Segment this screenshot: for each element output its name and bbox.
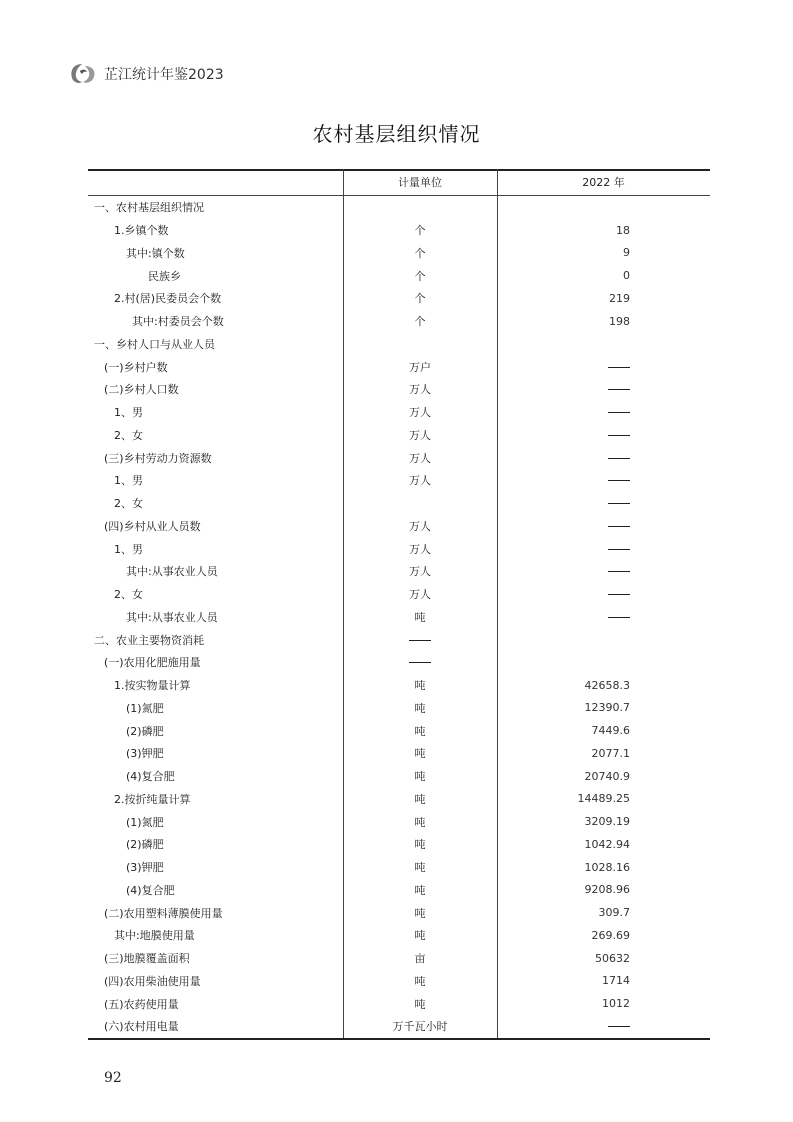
dash-placeholder	[608, 526, 630, 527]
row-label: 其中:从事农业人员	[126, 565, 218, 579]
dash-placeholder	[608, 617, 630, 618]
row-value	[497, 565, 710, 578]
page-number: 92	[104, 1070, 122, 1086]
row-value: 9208.96	[584, 883, 630, 897]
row-label: (三)地膜覆盖面积	[104, 952, 190, 966]
row-label: (一)农用化肥施用量	[104, 656, 201, 670]
row-unit: 万人	[409, 451, 431, 465]
dash-placeholder	[608, 549, 630, 550]
table-row	[88, 810, 710, 833]
table-row	[88, 788, 710, 811]
row-unit: 吨	[414, 610, 426, 624]
row-value: 2077.1	[591, 746, 630, 760]
row-label: 其中:从事农业人员	[126, 610, 218, 624]
table-row	[88, 310, 710, 333]
row-value: 269.69	[591, 928, 630, 942]
table-row	[88, 264, 710, 287]
row-value: 42658.3	[584, 678, 630, 692]
row-value	[497, 1020, 710, 1033]
row-unit: 个	[414, 224, 426, 238]
row-unit: 吨	[414, 883, 426, 897]
row-unit: 吨	[414, 815, 426, 829]
row-unit: 个	[414, 292, 426, 306]
table-row	[88, 879, 710, 902]
table-row	[88, 947, 710, 970]
row-unit: 万千瓦小时	[392, 1020, 448, 1034]
column-header-year: 2022 年	[582, 176, 625, 189]
row-label: 1.乡镇个数	[114, 224, 169, 238]
table-row	[88, 856, 710, 879]
row-unit: 吨	[414, 838, 426, 852]
table-row	[88, 242, 710, 265]
table-row	[88, 401, 710, 424]
row-value: 1042.94	[584, 837, 630, 851]
row-unit: 万人	[409, 474, 431, 488]
row-label: (3)钾肥	[126, 747, 164, 761]
row-label: (4)复合肥	[126, 883, 175, 897]
row-value: 198	[609, 314, 630, 328]
dash-placeholder	[608, 503, 630, 504]
dash-placeholder	[608, 367, 630, 368]
table-row	[88, 560, 710, 583]
table-row	[88, 970, 710, 993]
row-unit: 万人	[409, 565, 431, 579]
table-row	[88, 742, 710, 765]
row-label: 一、农村基层组织情况	[94, 201, 204, 215]
row-unit: 万人	[409, 542, 431, 556]
row-label: 2、女	[114, 588, 143, 602]
row-unit: 亩	[414, 952, 426, 966]
table-row	[88, 833, 710, 856]
row-label: 1、男	[114, 474, 143, 488]
page-header	[68, 62, 224, 86]
row-label: 其中:镇个数	[126, 246, 185, 260]
row-label: 其中:村委员会个数	[132, 315, 224, 329]
row-unit	[343, 633, 497, 646]
table-row	[88, 333, 710, 356]
row-value: 219	[609, 291, 630, 305]
dash-placeholder	[409, 662, 431, 663]
row-label: 民族乡	[148, 269, 181, 283]
row-label: (四)乡村从业人员数	[104, 519, 201, 533]
row-unit: 万户	[409, 360, 431, 374]
row-value: 3209.19	[584, 815, 630, 829]
row-unit: 吨	[414, 792, 426, 806]
table-row	[88, 492, 710, 515]
row-value: 9	[623, 246, 630, 260]
row-unit: 吨	[414, 929, 426, 943]
table-row	[88, 674, 710, 697]
dash-placeholder	[608, 412, 630, 413]
table-row	[88, 378, 710, 401]
row-unit: 吨	[414, 724, 426, 738]
row-value	[497, 360, 710, 373]
table-row	[88, 287, 710, 310]
table-header	[88, 169, 710, 196]
row-label: (三)乡村劳动力资源数	[104, 451, 212, 465]
dash-placeholder	[608, 594, 630, 595]
row-unit: 万人	[409, 383, 431, 397]
column-divider	[343, 169, 344, 1040]
row-label: 1、男	[114, 542, 143, 556]
row-label: 2、女	[114, 428, 143, 442]
table-row	[88, 424, 710, 447]
yearbook-title: 芷江统计年鉴2023	[104, 67, 224, 83]
row-value	[497, 497, 710, 510]
table-row	[88, 901, 710, 924]
row-label: (1)氮肥	[126, 815, 164, 829]
row-unit: 万人	[409, 588, 431, 602]
row-label: (3)钾肥	[126, 861, 164, 875]
row-value: 18	[616, 223, 630, 237]
table-row	[88, 219, 710, 242]
row-value: 7449.6	[591, 724, 630, 738]
page-title: 农村基层组织情况	[312, 122, 481, 146]
row-label: (二)农用塑料薄膜使用量	[104, 906, 223, 920]
row-unit	[343, 656, 497, 669]
row-value: 1028.16	[584, 860, 630, 874]
row-label: (六)农村用电量	[104, 1020, 179, 1034]
row-unit: 吨	[414, 747, 426, 761]
row-unit: 万人	[409, 406, 431, 420]
table-row	[88, 765, 710, 788]
row-unit: 吨	[414, 679, 426, 693]
row-label: 二、农业主要物资消耗	[94, 633, 204, 647]
row-value: 50632	[595, 951, 630, 965]
table-row	[88, 469, 710, 492]
table-row	[88, 446, 710, 469]
row-label: 其中:地膜使用量	[114, 929, 195, 943]
row-unit: 个	[414, 315, 426, 329]
row-label: (2)磷肥	[126, 724, 164, 738]
row-value	[497, 542, 710, 555]
column-divider	[497, 169, 498, 1040]
row-label: 1、男	[114, 406, 143, 420]
table-row	[88, 992, 710, 1015]
row-label: 1.按实物量计算	[114, 679, 191, 693]
table-row	[88, 628, 710, 651]
row-label: (五)农药使用量	[104, 997, 179, 1011]
row-unit: 吨	[414, 974, 426, 988]
row-value: 20740.9	[584, 769, 630, 783]
row-value	[497, 428, 710, 441]
row-unit: 个	[414, 246, 426, 260]
yearbook-logo-icon	[68, 62, 98, 86]
dash-placeholder	[409, 640, 431, 641]
row-unit: 吨	[414, 701, 426, 715]
dash-placeholder	[608, 389, 630, 390]
row-unit: 万人	[409, 428, 431, 442]
row-value: 309.7	[598, 906, 630, 920]
table-row	[88, 924, 710, 947]
data-table	[88, 169, 710, 1040]
column-header-unit: 计量单位	[398, 176, 442, 189]
row-unit: 万人	[409, 519, 431, 533]
row-label: (1)氮肥	[126, 701, 164, 715]
dash-placeholder	[608, 571, 630, 572]
table-row	[88, 719, 710, 742]
table-row	[88, 606, 710, 629]
table-row	[88, 537, 710, 560]
row-value: 14489.25	[577, 792, 630, 806]
dash-placeholder	[608, 458, 630, 459]
table-row	[88, 515, 710, 538]
table-row	[88, 1015, 710, 1038]
table-row	[88, 583, 710, 606]
row-value: 0	[623, 269, 630, 283]
dash-placeholder	[608, 435, 630, 436]
row-unit: 个	[414, 269, 426, 283]
table-row	[88, 355, 710, 378]
row-value	[497, 588, 710, 601]
row-label: (一)乡村户数	[104, 360, 168, 374]
table-body	[88, 196, 710, 1040]
row-unit: 吨	[414, 770, 426, 784]
row-label: (4)复合肥	[126, 770, 175, 784]
row-value	[497, 474, 710, 487]
row-value: 1012	[602, 997, 630, 1011]
row-unit: 吨	[414, 906, 426, 920]
row-label: (四)农用柴油使用量	[104, 974, 201, 988]
row-value: 12390.7	[584, 701, 630, 715]
row-value	[497, 406, 710, 419]
row-unit: 吨	[414, 861, 426, 875]
row-label: (2)磷肥	[126, 838, 164, 852]
row-value	[497, 610, 710, 623]
dash-placeholder	[608, 1026, 630, 1027]
row-label: 2.按折纯量计算	[114, 792, 191, 806]
row-value	[497, 451, 710, 464]
table-row	[88, 651, 710, 674]
row-value	[497, 519, 710, 532]
row-label: 2.村(居)民委员会个数	[114, 292, 222, 306]
table-row	[88, 697, 710, 720]
table-row	[88, 196, 710, 219]
row-value	[497, 383, 710, 396]
dash-placeholder	[608, 480, 630, 481]
row-unit: 吨	[414, 997, 426, 1011]
row-label: 2、女	[114, 497, 143, 511]
row-label: (二)乡村人口数	[104, 383, 179, 397]
row-value: 1714	[602, 974, 630, 988]
row-label: 一、乡村人口与从业人员	[94, 337, 215, 351]
